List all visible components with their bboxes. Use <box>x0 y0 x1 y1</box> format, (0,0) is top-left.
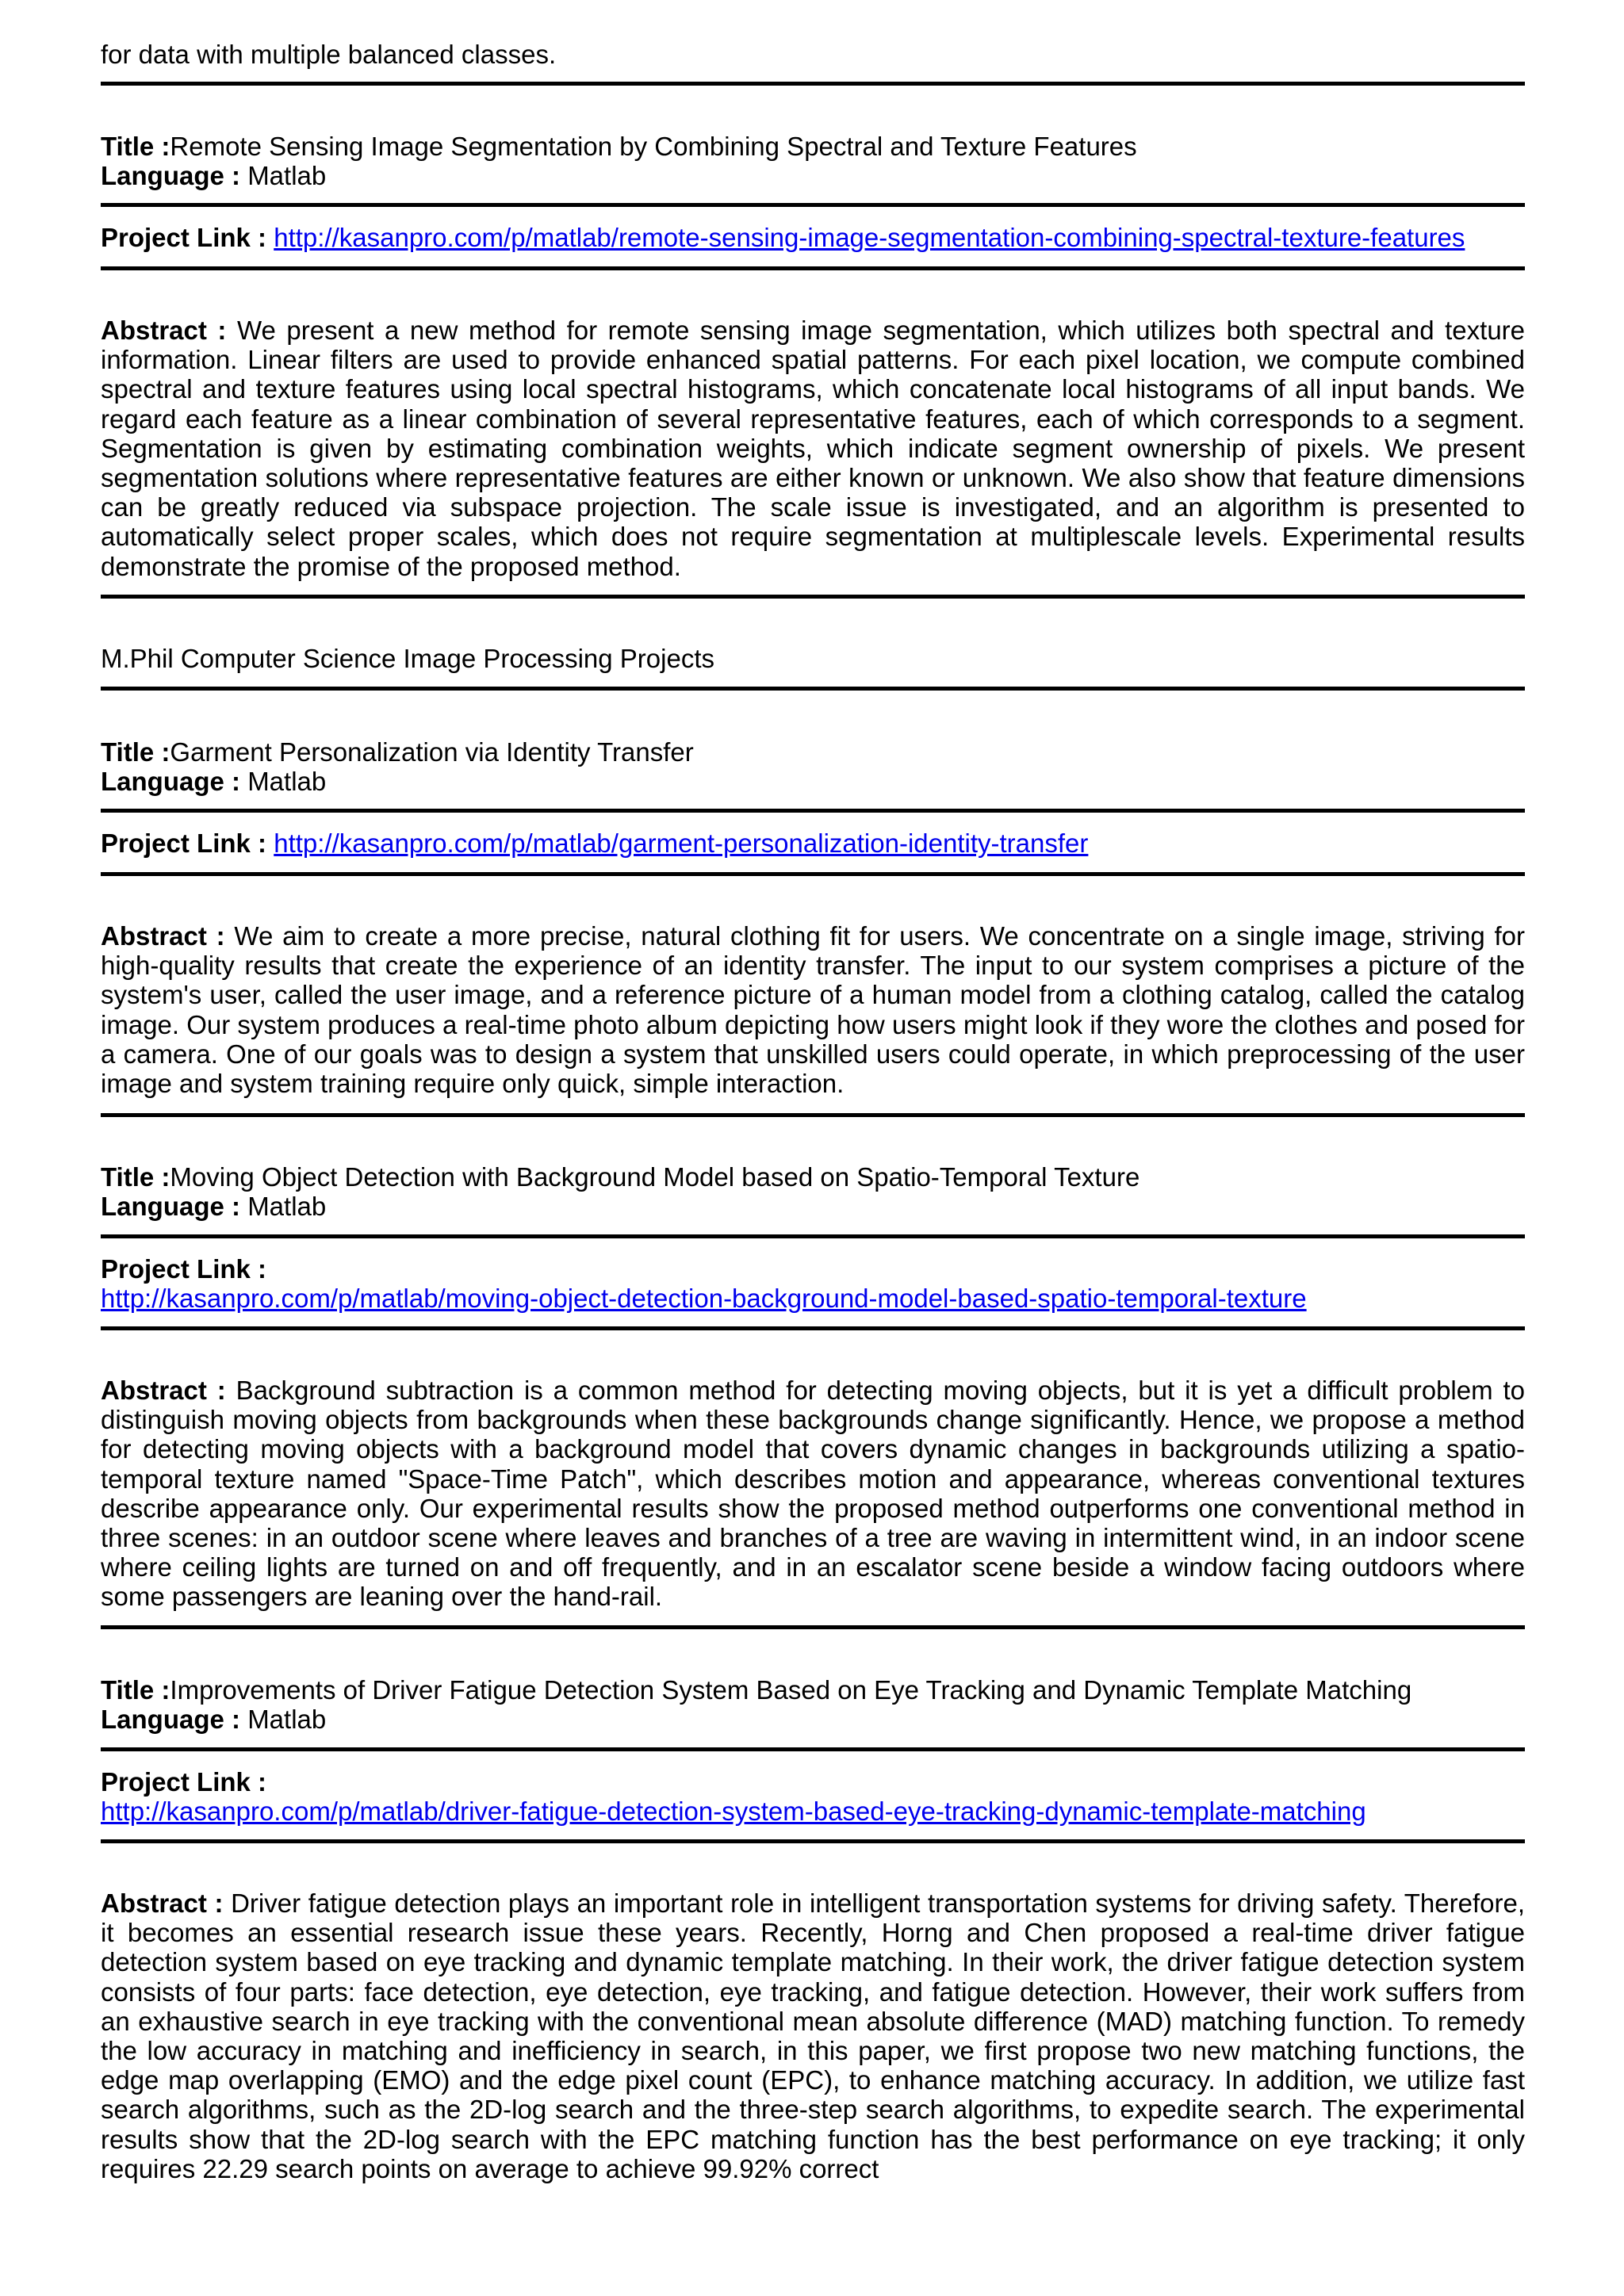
project-language <box>101 767 326 796</box>
project-link-row <box>101 828 1088 858</box>
section-heading: M.Phil Computer Science Image Processing Projects <box>101 644 714 673</box>
divider <box>101 1234 1525 1238</box>
abstract-text: Background subtraction is a common method for detecting moving objects, but it is yet a difficult problem to distinguish moving objects from backgrounds when these backgrounds change significantly. Hence, we propose a method for detecting moving objects with a background model that covers dynamic changes in backgrounds utilizing a spatio-temporal texture named "Space-Time Patch", which describes motion and appearance, whereas conventional textures describe appearance only. Our experimental results show the proposed method outperforms one conventional method in three scenes: in an outdoor scene where leaves and branches of a tree are waving in intermittent wind, in an indoor scene where ceiling lights are turned on and off frequently, and in an escalator scene beside a window facing outdoors where some passengers are leaning over the hand-rail. <box>101 1376 1525 1612</box>
project-link-label: Project Link : <box>101 1254 267 1284</box>
divider <box>101 1113 1525 1117</box>
divider <box>101 1747 1525 1751</box>
project-link-label: Project Link : <box>101 1767 267 1797</box>
language-label: Language : <box>101 1192 241 1221</box>
divider <box>101 82 1525 86</box>
project-link[interactable]: http://kasanpro.com/p/matlab/driver-fatigue-detection-system-based-eye-tracking-dynamic-template-matching <box>101 1797 1366 1826</box>
divider <box>101 203 1525 207</box>
project-link-row <box>101 1284 1307 1313</box>
project-title <box>101 1162 1139 1192</box>
intro-tail-text: for data with multiple balanced classes. <box>101 40 557 69</box>
language-text: Matlab <box>247 767 327 796</box>
divider <box>101 1839 1525 1843</box>
title-text: Garment Personalization via Identity Transfer <box>170 737 694 767</box>
title-label: Title : <box>101 737 170 767</box>
abstract-label: Abstract : <box>101 1888 224 1918</box>
divider <box>101 1326 1525 1330</box>
project-language <box>101 1192 326 1221</box>
language-text: Matlab <box>247 161 327 190</box>
project-link-row <box>101 223 1465 252</box>
title-label: Title : <box>101 1675 170 1705</box>
title-label: Title : <box>101 132 170 161</box>
project-language <box>101 161 326 190</box>
project-link-label: Project Link : <box>101 828 267 858</box>
project-abstract <box>101 1888 1525 2183</box>
title-text: Moving Object Detection with Background Model based on Spatio-Temporal Texture <box>170 1162 1140 1192</box>
project-title <box>101 737 694 767</box>
divider <box>101 1625 1525 1629</box>
project-link[interactable]: http://kasanpro.com/p/matlab/moving-object-detection-background-model-based-spatio-temporal-texture <box>101 1284 1307 1313</box>
divider <box>101 809 1525 813</box>
abstract-label: Abstract : <box>101 316 227 345</box>
project-abstract <box>101 1376 1525 1612</box>
abstract-label: Abstract : <box>101 1376 226 1405</box>
language-text: Matlab <box>247 1192 327 1221</box>
language-label: Language : <box>101 1705 241 1734</box>
language-text: Matlab <box>247 1705 327 1734</box>
project-title <box>101 132 1137 161</box>
project-abstract <box>101 316 1525 581</box>
divider <box>101 872 1525 876</box>
divider <box>101 595 1525 599</box>
project-abstract <box>101 921 1525 1098</box>
abstract-label: Abstract : <box>101 921 225 951</box>
project-link[interactable]: http://kasanpro.com/p/matlab/garment-personalization-identity-transfer <box>274 828 1089 858</box>
project-language <box>101 1705 326 1734</box>
title-label: Title : <box>101 1162 170 1192</box>
project-link[interactable]: http://kasanpro.com/p/matlab/remote-sensing-image-segmentation-combining-spectral-texture-features <box>274 223 1465 252</box>
project-title <box>101 1675 1411 1705</box>
title-text: Remote Sensing Image Segmentation by Combining Spectral and Texture Features <box>170 132 1137 161</box>
abstract-text: We aim to create a more precise, natural clothing fit for users. We concentrate on a single image, striving for high-quality results that create the experience of an identity transfer. The input to our system comprises a picture of the system's user, called the user image, and a reference picture of a human model from a clothing catalog, called the catalog image. Our system produces a real-time photo album depicting how users might look if they wore the clothes and posed for a camera. One of our goals was to design a system that unskilled users could operate, in which preprocessing of the user image and system training require only quick, simple interaction. <box>101 921 1525 1099</box>
abstract-text: Driver fatigue detection plays an important role in intelligent transportation systems for driving safety. Therefore, it becomes an essential research issue these years. Recently, Horng and Chen proposed a real-time driver fatigue detection system based on eye tracking and dynamic template matching. In their work, the driver fatigue detection system consists of four parts: face detection, eye detection, eye tracking, and fatigue detection. However, their work suffers from an exhaustive search in eye tracking with the conventional mean absolute difference (MAD) matching function. To remedy the low accuracy in matching and inefficiency in search, in this paper, we first propose two new matching functions, the edge map overlapping (EMO) and the edge pixel count (EPC), to enhance matching accuracy. In addition, we utilize fast search algorithms, such as the 2D-log search and the three-step search algorithms, to expedite search. The experimental results show that the 2D-log search with the EPC matching function has the best performance on eye tracking; it only requires 22.29 search points on average to achieve 99.92% correct <box>101 1888 1526 2183</box>
title-text: Improvements of Driver Fatigue Detection System Based on Eye Tracking and Dynamic Template Matching <box>170 1675 1412 1705</box>
project-link-label: Project Link : <box>101 223 267 252</box>
language-label: Language : <box>101 767 241 796</box>
divider <box>101 687 1525 691</box>
abstract-text: We present a new method for remote sensing image segmentation, which utilizes both spectral and texture information. Linear filters are used to provide enhanced spatial patterns. For each pixel location, we compute combined spectral and texture features using local spectral histograms, which concatenate local histograms of all input bands. We regard each feature as a linear combination of several representative features, each of which corresponds to a segment. Segmentation is given by estimating combination weights, which indicate segment ownership of pixels. We present segmentation solutions where representative features are either known or unknown. We also show that feature dimensions can be greatly reduced via subspace projection. The scale issue is investigated, and an algorithm is presented to automatically select proper scales, which does not require segmentation at multiplescale levels. Experimental results demonstrate the promise of the proposed method. <box>101 316 1526 581</box>
language-label: Language : <box>101 161 241 190</box>
divider <box>101 266 1525 270</box>
project-link-row <box>101 1797 1366 1826</box>
